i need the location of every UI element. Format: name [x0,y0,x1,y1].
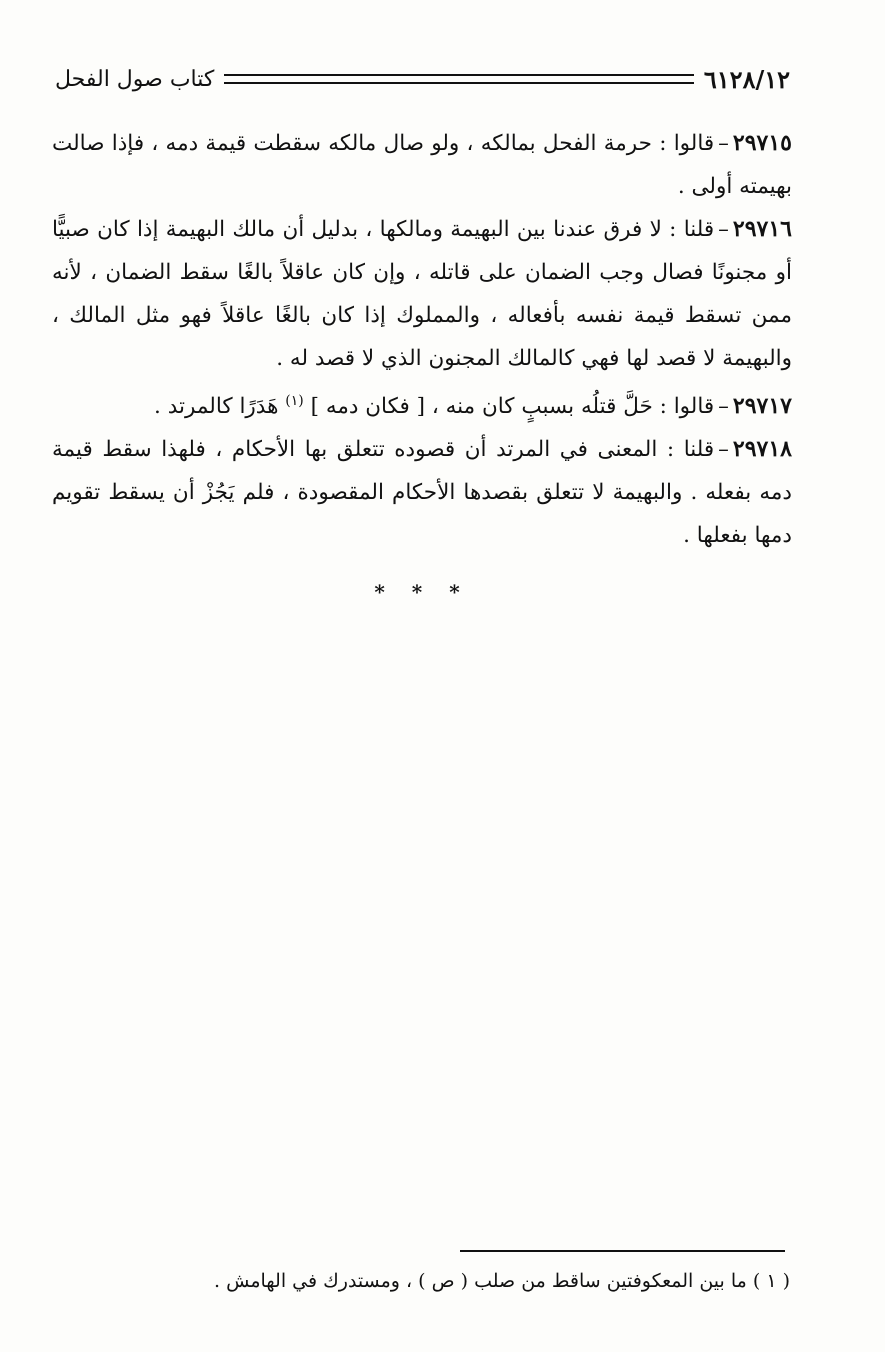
book-title: كتاب صول الفحل [55,66,215,92]
page-header [55,62,790,96]
paragraph-number: ٢٩٧١٥ [732,130,792,156]
paragraph-text: قلنا : لا فرق عندنا بين البهيمة ومالكها ، بدليل أن مالك البهيمة إذا كان صبيًّا أو مجنونًا فصال وجب الضمان على قاتله ، وإن كان عاقلاً بالغًا سقط الضمان ، لأنه ممن تسقط قيمة نفسه بأفعاله ، والمملوك إذا كان بالغًا عاقلاً فهو مثل المالك ، والبهيمة لا قصد لها فهي كالمالك المجنون الذي لا قصد له . [52,217,792,371]
paragraph-text: قالوا : حَلَّ قتلُه بسببٍ كان منه ، [ فكان دمه ] [310,394,715,420]
paragraph-29715: ٢٩٧١٥–قالوا : حرمة الفحل بمالكه ، ولو صال مالكه سقطت قيمة دمه ، فإذا صالت بهيمته أولى . [52,130,792,199]
paragraph-number: ٢٩٧١٧ [732,393,792,420]
paragraph-number: ٢٩٧١٦ [732,216,792,242]
footnote-reference[interactable]: (١) [285,393,304,409]
paragraph-29717: ٢٩٧١٧–قالوا : حَلَّ قتلُه بسببٍ كان منه ، [ فكان دمه ] $^{(١)}$ هَدَرًا كالمرتد . [154,393,792,420]
paragraph-29718: ٢٩٧١٨–قلنا : المعنى في المرتد أن قصوده تتعلق بها الأحكام ، فلهذا سقط قيمة دمه بفعله . والبهيمة لا تتعلق بقصدها الأحكام المقصودة ، فلم يَجُزْ أن يسقط تقويم دمها بفعلها . [52,436,792,549]
section-separator: * * * [374,580,470,605]
header-double-rule [224,74,694,84]
paragraph-number: ٢٩٧١٨ [732,436,792,463]
page-number: ٦١٢٨/١٢ [703,64,790,94]
footnote-text: ( ١ ) ما بين المعكوفتين ساقط من صلب ( ص ) ، ومستدرك في الهامش . [214,1270,790,1292]
paragraph-29716: ٢٩٧١٦–قلنا : لا فرق عندنا بين البهيمة ومالكها ، بدليل أن مالك البهيمة إذا كان صبيًّا أو مجنونًا فصال وجب الضمان على قاتله ، وإن كان عاقلاً بالغًا سقط الضمان ، لأنه ممن تسقط قيمة نفسه بأفعاله ، والمملوك إذا كان بالغًا عاقلاً فهو مثل المالك ، والبهيمة لا قصد لها فهي كالمالك المجنون الذي لا قصد له . [52,216,792,371]
main-text [52,122,792,614]
footnote-rule [460,1250,785,1252]
paragraph-text-continued: هَدَرًا كالمرتد . [154,394,279,420]
paragraph-text: قلنا : المعنى في المرتد أن قصوده تتعلق بها الأحكام ، فلهذا سقط قيمة دمه بفعله . والبهيمة لا تتعلق بقصدها الأحكام المقصودة ، فلم يَجُزْ أن يسقط تقويم دمها بفعلها . [52,437,792,549]
paragraph-text: قالوا : حرمة الفحل بمالكه ، ولو صال مالكه سقطت قيمة دمه ، فإذا صالت بهيمته أولى . [52,131,792,199]
